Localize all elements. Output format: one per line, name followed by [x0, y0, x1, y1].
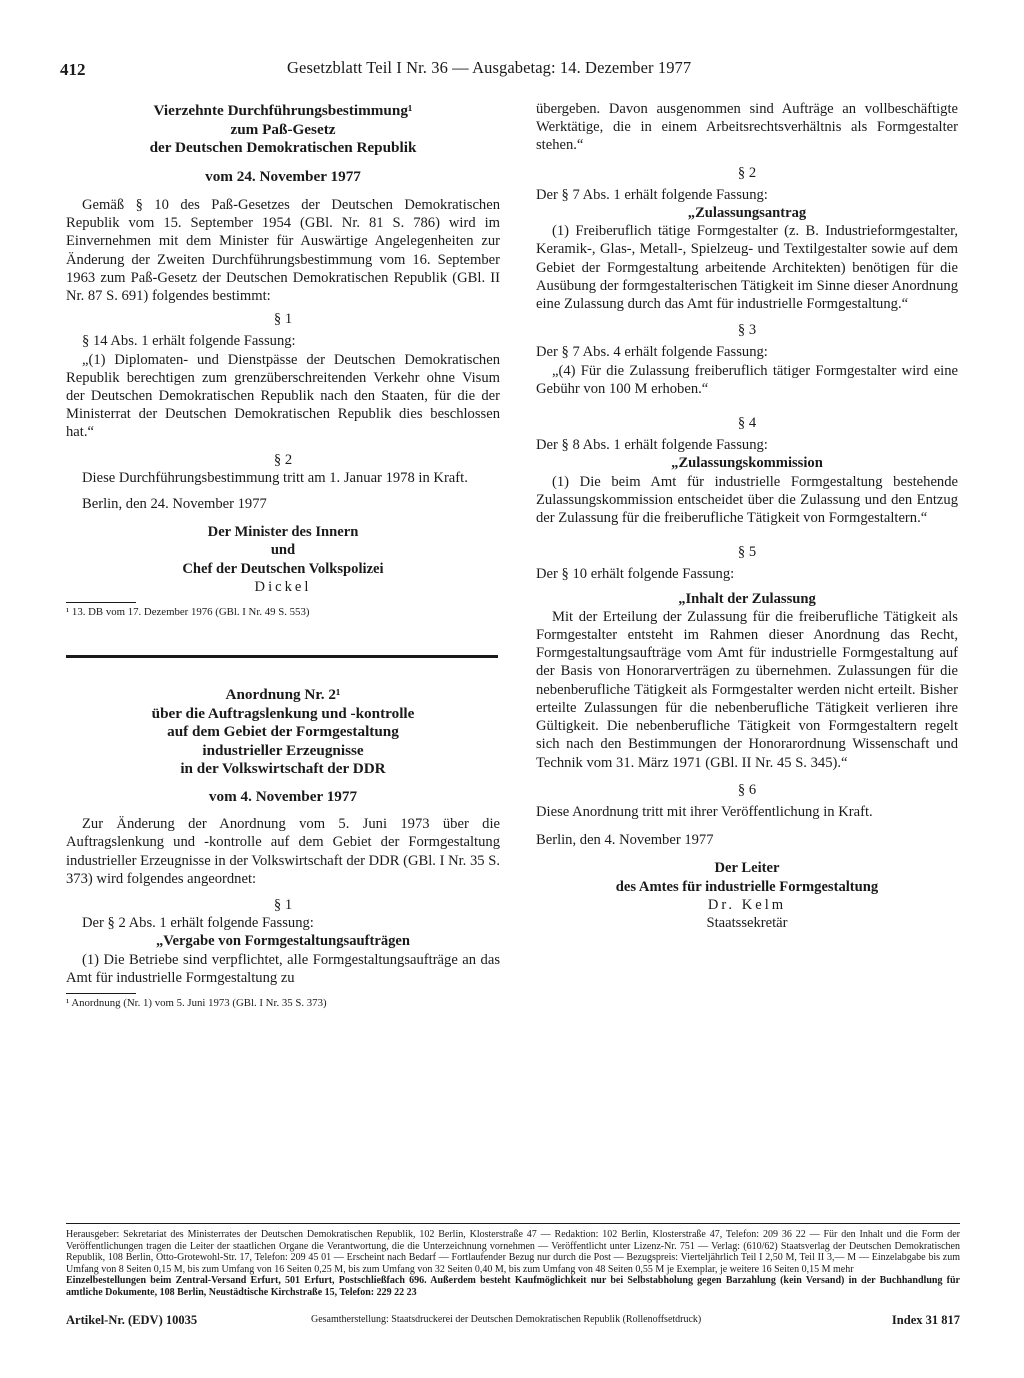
place-date: Berlin, den 24. November 1977: [82, 496, 267, 513]
signatory-name: Dr. Kelm: [707, 896, 787, 913]
section-lead: Der § 7 Abs. 4 erhält folgende Fassung:: [536, 344, 768, 361]
running-header: Gesetzblatt Teil I Nr. 36 — Ausgabetag: 14. Dezember 1977: [287, 58, 692, 77]
article-2-date: vom 4. November 1977: [208, 787, 358, 805]
article-2-title-line: Anordnung Nr. 2¹: [225, 686, 341, 703]
left-column: [66, 100, 500, 619]
article-number: Artikel-Nr. (EDV) 10035: [66, 1313, 198, 1327]
section-lead: § 14 Abs. 1 erhält folgende Fassung:: [82, 333, 296, 350]
section-heading: § 1: [273, 896, 293, 913]
article-divider: [66, 655, 498, 658]
signatory-title-line: des Amtes für industrielle Formgestaltung: [615, 878, 879, 895]
section-heading: § 2: [273, 451, 293, 468]
article-1-intro: Gemäß § 10 des Paß-Gesetzes der Deutschen Demokratischen Republik vom 15. September 1954 (GBl. Nr. 81 S. 786) wird im Einvernehmen mit dem Minister für Auswärtige Angelegenheiten zur Änderung der Zweiten Durchführungsbestimmung vom 16. September 1963 zum Paß-Gesetz der Deutschen Demokratischen Republik (GBl. II Nr. 87 S. 691) folgendes bestimmt:: [66, 196, 500, 304]
article-2-title-line: industrieller Erzeugnisse: [202, 741, 364, 759]
section-subhead: „Zulassungskommission: [671, 455, 823, 472]
article-2-title-line: in der Volkswirtschaft der DDR: [180, 760, 386, 778]
signatory-title-line: Der Minister des Innern: [207, 524, 359, 541]
section-lead: Der § 8 Abs. 1 erhält folgende Fassung:: [536, 437, 768, 454]
signatory-title-line: Chef der Deutschen Volkspolizei: [182, 560, 384, 577]
section-subhead: „Inhalt der Zulassung: [678, 590, 816, 607]
article-2-title-line: über die Auftragslenkung und -kontrolle: [151, 704, 415, 722]
section-text: Diese Durchführungsbestimmung tritt am 1. Januar 1978 in Kraft.: [82, 469, 468, 486]
section-heading: § 3: [737, 322, 757, 339]
section-lead: Der § 10 erhält folgende Fassung:: [536, 566, 735, 583]
signatory-role: Staatssekretär: [706, 914, 788, 931]
section-text: „(4) Für die Zulassung freiberuflich tätiger Formgestalter wird eine Gebühr von 100 M erhoben.“: [536, 362, 958, 397]
footnote: ¹ 13. DB vom 17. Dezember 1976 (GBl. I Nr. 49 S. 553): [66, 606, 310, 619]
index-number: Index 31 817: [891, 1313, 960, 1327]
article-2-title-line: auf dem Gebiet der Formgestaltung: [167, 723, 399, 741]
section-heading: § 1: [273, 311, 293, 328]
article-1-title-line: der Deutschen Demokratischen Republik: [149, 139, 417, 157]
right-column: [536, 100, 958, 932]
article-2: [66, 686, 500, 1010]
section-text: Diese Anordnung tritt mit ihrer Veröffentlichung in Kraft.: [536, 803, 873, 820]
signatory-name: Dickel: [254, 578, 312, 595]
section-heading: § 6: [737, 781, 757, 798]
section-heading: § 4: [737, 415, 757, 432]
continued-text: übergeben. Davon ausgenommen sind Aufträge an vollbeschäftigte Werktätige, die in einem Arbeitsrechtsverhältnis als Formgestalter stehen.“: [536, 101, 958, 154]
section-text: (1) Die beim Amt für industrielle Formgestaltung bestehende Zulassungskommission entscheidet über die Zulassung und den Entzug der Zulassung für die freiberufliche Tätigkeit von Formgestaltern.“: [536, 473, 958, 527]
article-1-date: vom 24. November 1977: [205, 167, 361, 185]
imprint-bottom-row: [66, 1313, 960, 1329]
section-heading: § 2: [737, 164, 757, 181]
place-date: Berlin, den 4. November 1977: [536, 832, 714, 849]
section-text: „(1) Diplomaten- und Dienstpässe der Deutschen Demokratischen Republik berechtigen zum grenzüberschreitenden Verkehr ohne Visum der Deutschen Demokratischen Republik nach den Staaten, für die der Ministerrat der Deutschen Demokratischen Republik dies beschlossen hat.“: [66, 351, 500, 441]
signatory-title-line: Der Leiter: [714, 860, 780, 877]
section-subhead: „Zulassungsantrag: [687, 205, 807, 222]
imprint-divider: [66, 1223, 960, 1224]
imprint-orders: Einzelbestellungen beim Zentral-Versand Erfurt, 501 Erfurt, Postschließfach 696. Außerdem besteht Kaufmöglichkeit nur bei Selbstabholung gegen Barzahlung (kein Versand) in der Buchhandlung für amtliche Dokumente, 108 Berlin, Neustädtische Kirchstraße 15, Telefon: 229 22 23: [66, 1275, 960, 1298]
section-text: (1) Die Betriebe sind verpflichtet, alle Formgestaltungsaufträge an das Amt für industrielle Formgestaltung zu: [66, 951, 500, 986]
section-text: (1) Freiberuflich tätige Formgestalter (z. B. Industrieformgestalter, Keramik-, Glas-, Metall-, Spielzeug- und Textilgestalter sowie auf dem Gebiet der Formgestaltung arbeitende Architekten) benötigen für die Ausübung der formgestalterischen Tätigkeit im Sinne dieser Anordnung eine Zulassung durch das Amt für industrielle Formgestaltung.“: [536, 223, 958, 313]
signatory-title-line: und: [270, 542, 296, 559]
footnote: ¹ Anordnung (Nr. 1) vom 5. Juni 1973 (GBl. I Nr. 35 S. 373): [66, 997, 327, 1009]
article-1-title-line: Vierzehnte Durchführungsbestimmung¹: [153, 102, 413, 119]
section-lead: Der § 2 Abs. 1 erhält folgende Fassung:: [82, 915, 314, 932]
section-lead: Der § 7 Abs. 1 erhält folgende Fassung:: [536, 186, 768, 203]
section-heading: § 5: [737, 544, 757, 561]
page-number: 412: [60, 60, 86, 79]
section-subhead: „Vergabe von Formgestaltungsaufträgen: [155, 933, 411, 950]
printer: Gesamtherstellung: Staatsdruckerei der Deutschen Demokratischen Republik (Rollenoffsetdruck): [311, 1314, 702, 1325]
article-2-intro: Zur Änderung der Anordnung vom 5. Juni 1973 über die Auftragslenkung und -kontrolle auf dem Gebiet der Formgestaltung industrieller Erzeugnisse in der Volkswirtschaft der DDR (GBl. I Nr. 35 S. 373) wird folgendes angeordnet:: [66, 816, 500, 887]
article-1: [66, 102, 500, 619]
imprint-text: Herausgeber: Sekretariat des Ministerrates der Deutschen Demokratischen Republik, 102 Berlin, Klosterstraße 47 — Redaktion: 102 Berlin, Klosterstraße 47, Telefon: 209 36 22 — Für den Inhalt und die Form der Veröffentlichungen tragen die Leiter der staatlichen Organe die Verantwortung, die die Unterzeichnung vornehmen — Veröffentlicht unter Lizenz-Nr. 751 — Verlag: (610/62) Staatsverlag der Deutschen Demokratischen Republik, 108 Berlin, Otto-Grotewohl-Str. 17, Telefon: 209 45 01 — Erscheint nach Bedarf — Fortlaufender Bezug nur durch die Post — Bezugspreis: Vierteljährlich Teil I 2,50 M, Teil II 3,— M — Einzelabgabe bis zum Umfang von 8 Seiten 0,15 M, bis zum Umfang von 16 Seiten 0,25 M, bis zum Umfang von 32 Seiten 0,40 M, bis zum Umfang von 48 Seiten 0,55 M je Exemplar, je weitere 16 Seiten 0,15 M mehr: [66, 1229, 960, 1275]
left-column-article-2: [66, 686, 500, 1010]
imprint: [66, 1229, 960, 1299]
article-1-title-line: zum Paß-Gesetz: [230, 120, 336, 138]
section-text: Mit der Erteilung der Zulassung für die freiberufliche Tätigkeit als Formgestalter entsteht im Rahmen dieser Anordnung das Recht, Formgestaltungsaufträge vom Amt für industrielle Formgestaltung auf der Basis von Honorarverträgen zu übernehmen. Zulassungen für die nebenberufliche Tätigkeit als Formgestalter werden nicht erteilt. Bisher erteilte Zulassungen für die nebenberufliche Tätigkeit verlieren ihre Gültigkeit. Die nebenberufliche Tätigkeit von Formgestaltern regelt sich nach den Bestimmungen der Honorarordnung Wissenschaft und Technik vom 31. März 1971 (GBl. II Nr. 45 S. 345).“: [536, 608, 958, 771]
